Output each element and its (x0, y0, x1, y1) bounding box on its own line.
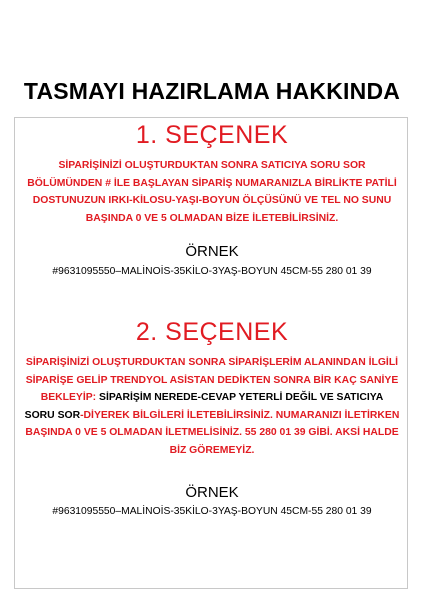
option-1-line: BAŞINDA 0 VE 5 OLMADAN BİZE İLETEBİLİRSİNİZ. (85, 212, 339, 224)
option-1-line: SİPARİŞİNİZİ OLUŞTURDUKTAN SONRA SATICIYA SORU SOR (58, 160, 366, 171)
option-1-line: DOSTUNUZUN IRKI-KİLOSU-YAŞI-BOYUN ÖLÇÜSÜNÜ VE TEL NO SUNU (32, 195, 392, 206)
option-2-red-text: -DİYEREK BİLGİLERİ İLETEBİLİRSİNİZ. NUMARANIZI İLETİRKEN (80, 409, 400, 421)
option-2-example-label: ÖRNEK (185, 484, 239, 501)
option-2-red-text: BEKLEYİP: (40, 392, 97, 403)
option-2-line (22, 389, 402, 407)
option-1-example-code: #9631095550–MALİNOİS-35KİLO-3YAŞ-BOYUN 45CM-55 280 01 39 (52, 266, 372, 277)
option-2-line: BAŞINDA 0 VE 5 OLMADAN İLETMELİSİNİZ. 55 280 01 39 GİBİ. AKSİ HALDE (25, 427, 399, 438)
option-2-example-code: #9631095550–MALİNOİS-35KİLO-3YAŞ-BOYUN 45CM-55 280 01 39 (52, 506, 372, 517)
option-1-example-label: ÖRNEK (185, 243, 239, 260)
option-2-instructions (22, 354, 402, 459)
option-2-line: BİZ GÖREMEYİZ. (169, 444, 255, 456)
option-2-black-text: SORU SOR (24, 409, 81, 421)
option-1-heading: 1. SEÇENEK (135, 121, 289, 149)
page-title: TASMAYI HAZIRLAMA HAKKINDA (23, 78, 401, 104)
option-2-line: SİPARİŞİNİZİ OLUŞTURDUKTAN SONRA SİPARİŞLERİM ALANINDAN İLGİLİ (25, 357, 399, 368)
option-1-line: BÖLÜMÜNDEN # İLE BAŞLAYAN SİPARİŞ NUMARANIZLA BİRLİKTE PATİLİ (27, 177, 397, 189)
option-2-line (22, 407, 402, 425)
option-2-black-text: SİPARİŞİM NEREDE-CEVAP YETERLİ DEĞİL VE SATICIYA (96, 392, 384, 403)
option-2-heading: 2. SEÇENEK (135, 318, 289, 346)
option-2-line: SİPARİŞE GELİP TRENDYOL ASİSTAN DEDİKTEN SONRA BİR KAÇ SANİYE (25, 374, 399, 386)
option-1-instructions (22, 157, 402, 227)
